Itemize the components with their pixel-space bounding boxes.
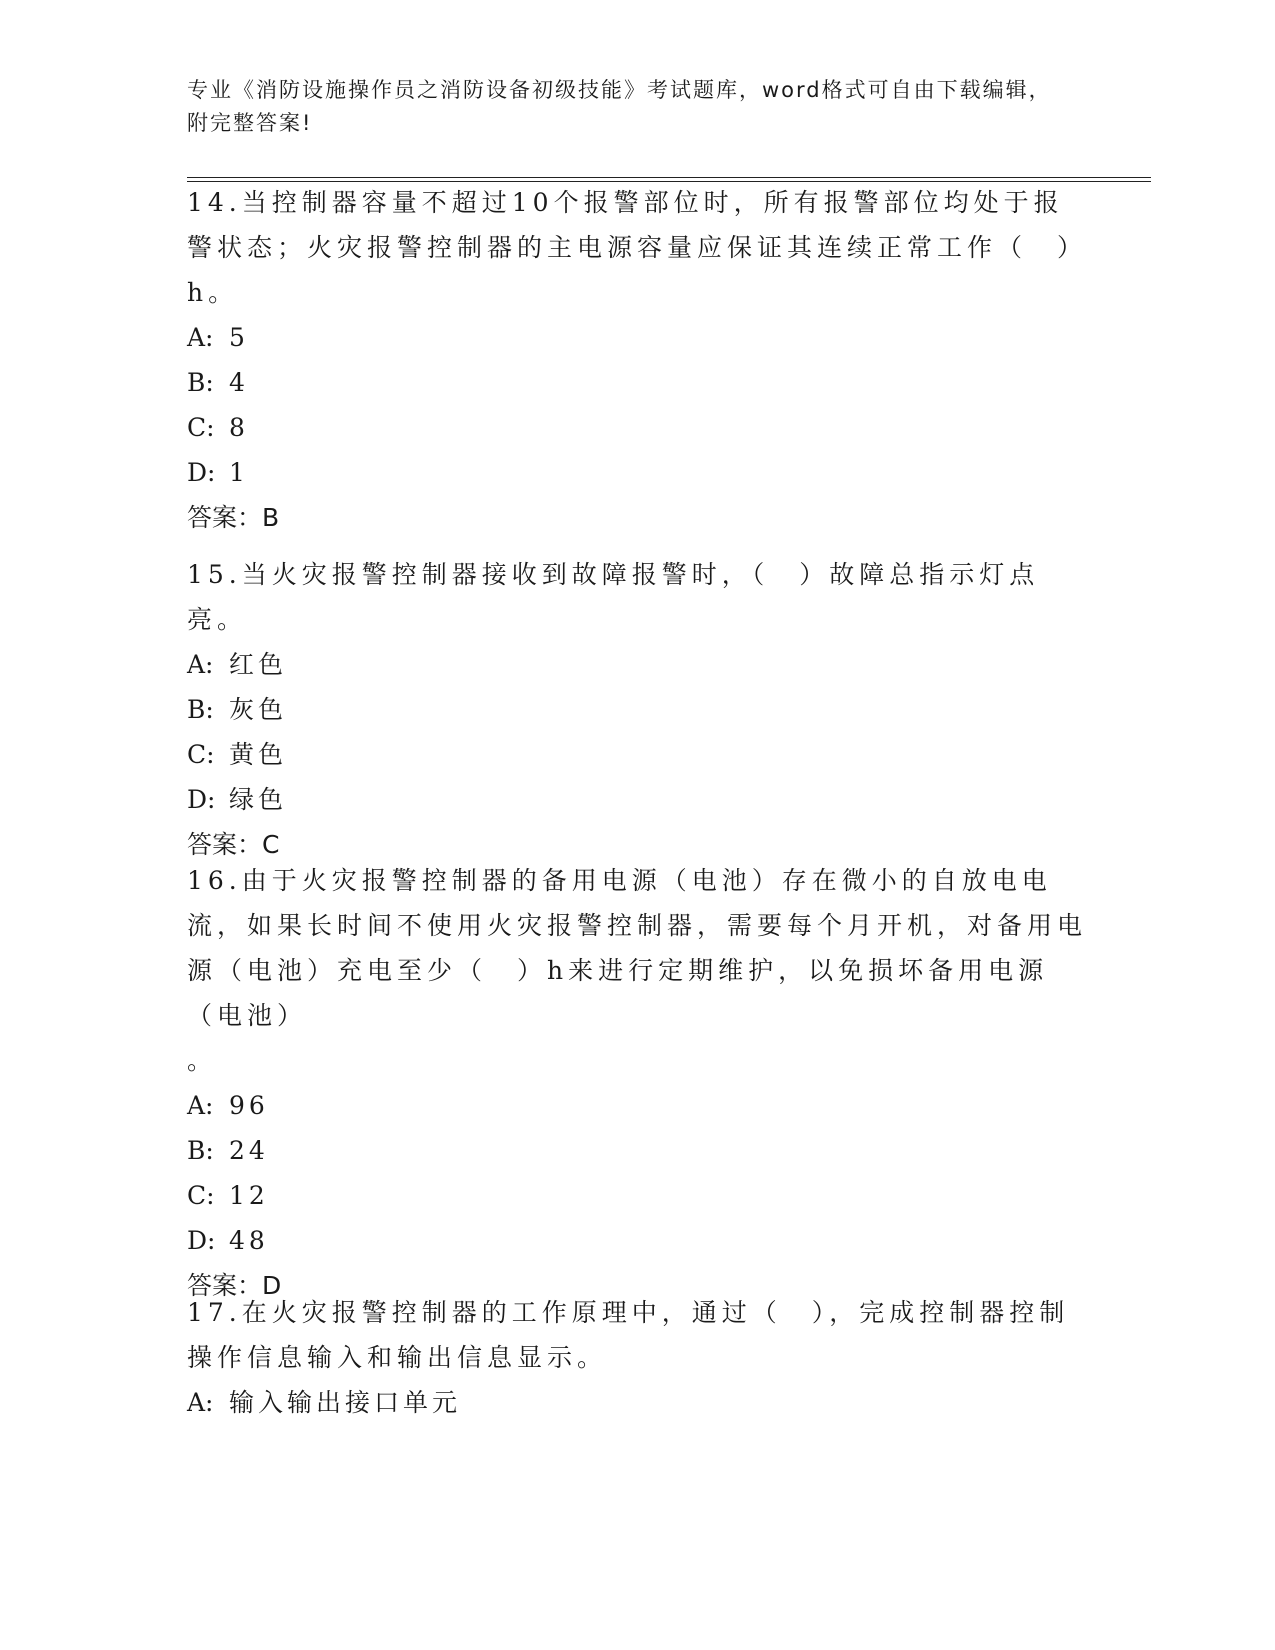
option-b: B: 灰色	[187, 695, 288, 724]
option-d: D: 绿色	[187, 785, 288, 814]
answer-line: 答案：D	[187, 1271, 282, 1300]
option-a: A: 输入输出接口单元	[187, 1388, 462, 1417]
answer-line: 答案：C	[187, 830, 280, 859]
answer-line: 答案：B	[187, 503, 280, 532]
option-c: C: 8	[187, 413, 249, 442]
option-b: B: 4	[187, 368, 249, 397]
option-a: A: 96	[187, 1091, 269, 1120]
question-15	[187, 552, 1087, 867]
question-stem: 17.在火灾报警控制器的工作原理中，通过（ ），完成控制器控制操作信息输入和输出信息显示。	[187, 1298, 1070, 1372]
question-16	[187, 858, 1087, 1308]
document-header: 专业《消防设施操作员之消防设备初级技能》考试题库，word格式可自由下载编辑，附完整答案!	[187, 78, 1052, 135]
option-d: D: 48	[187, 1226, 269, 1255]
question-stem: 16.由于火灾报警控制器的备用电源（电池）存在微小的自放电电流，如果长时间不使用火灾报警控制器，需要每个月开机，对备用电源（电池）充电至少（ ）h来进行定期维护，以免损坏备用电源（电池）	[187, 866, 1088, 1030]
option-c: C: 黄色	[187, 740, 288, 769]
question-stem: 15.当火灾报警控制器接收到故障报警时，（ ）故障总指示灯点亮。	[187, 560, 1040, 634]
option-b: B: 24	[187, 1136, 269, 1165]
option-a: A: 5	[187, 323, 249, 352]
header-rule-top	[187, 177, 1151, 178]
question-stem: 14.当控制器容量不超过10个报警部位时，所有报警部位均处于报警状态；火灾报警控制器的主电源容量应保证其连续正常工作（ ）h。	[187, 188, 1088, 307]
question-17	[187, 1290, 1087, 1425]
question-14	[187, 180, 1087, 540]
option-d: D: 1	[187, 458, 249, 487]
question-stem-tail: 。	[187, 1046, 218, 1075]
option-a: A: 红色	[187, 650, 288, 679]
option-c: C: 12	[187, 1181, 269, 1210]
